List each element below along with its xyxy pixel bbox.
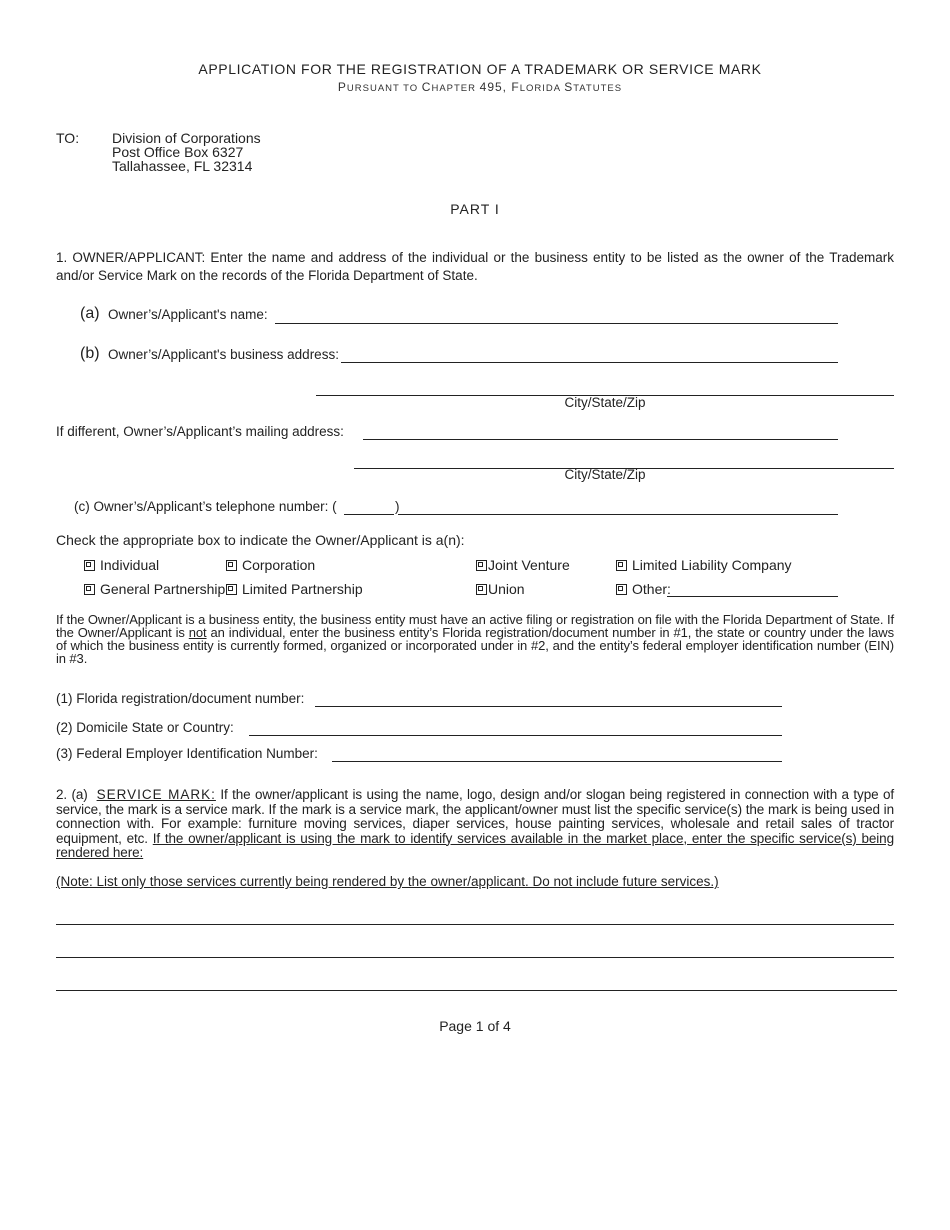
mailing-address-label: If different, Owner’s/Applicant’s mailing address: <box>56 424 344 439</box>
checkbox-box-icon[interactable] <box>226 584 237 595</box>
owner-name-label: Owner’s/Applicant's name: <box>108 307 268 322</box>
checkbox-box-icon[interactable] <box>616 560 627 571</box>
field-b-marker: (b) <box>80 345 100 362</box>
services-line-3[interactable] <box>56 990 897 991</box>
checkbox-joint-venture-label: Joint Venture <box>488 557 570 573</box>
mailing-address-field[interactable] <box>363 439 838 440</box>
checkbox-limited-partnership-label: Limited Partnership <box>242 581 363 597</box>
business-entity-instructions: If the Owner/Applicant is a business entity, the business entity must have an active filing or registration on file with the Florida Department of State. If the Owner/Applicant is not an individual, enter the business entity’s Florida registration/document number in #1, the state or country under the laws of which the business entity is currently formed, organized or incorporated under in #2, and the entity’s federal employer identification number (EIN) in #3. <box>56 612 894 666</box>
to-address-line1: Division of Corporations <box>112 130 261 146</box>
service-mark-underlined-instruction: If the owner/applicant is using the mark to identify services available in the market place, enter the specific service(s) being rendered here: <box>56 830 894 860</box>
checkbox-corporation[interactable] <box>226 557 315 573</box>
telephone-label: (c) Owner’s/Applicant’s telephone number: ( <box>74 499 337 514</box>
checkbox-limited-partnership[interactable] <box>226 581 363 597</box>
business-address-label: Owner’s/Applicant's business address: <box>108 347 339 362</box>
domicile-state-label: (2) Domicile State or Country: <box>56 720 234 735</box>
owner-name-field[interactable] <box>275 323 838 324</box>
city-state-zip-label-1: City/State/Zip <box>564 395 646 410</box>
form-subtitle: PURSUANT TO CHAPTER 495, FLORIDA STATUTES <box>337 80 623 94</box>
services-line-2[interactable] <box>56 957 894 958</box>
business-address-field[interactable] <box>341 362 838 363</box>
checkbox-corporation-label: Corporation <box>242 557 316 573</box>
telephone-paren-close: ) <box>395 499 400 514</box>
checkbox-other[interactable] <box>616 581 671 597</box>
service-mark-heading: SERVICE MARK: <box>96 787 216 802</box>
telephone-number-field[interactable] <box>398 514 838 515</box>
florida-registration-field[interactable] <box>315 706 782 707</box>
section1-intro: 1. OWNER/APPLICANT: Enter the name and address of the individual or the business entity to be listed as the owner of the Trademark and/or Service Mark on the records of the Florida Department of State. <box>56 250 894 283</box>
checkbox-box-icon[interactable] <box>226 560 237 571</box>
field-a-marker: (a) <box>80 305 100 322</box>
page-number: Page 1 of 4 <box>439 1018 511 1034</box>
city-state-zip-label-2: City/State/Zip <box>564 467 646 482</box>
services-line-1[interactable] <box>56 924 894 925</box>
checkbox-general-partnership-label: General Partnership <box>100 581 226 597</box>
area-code-field[interactable] <box>344 514 394 515</box>
checkbox-individual[interactable] <box>84 557 159 573</box>
checkbox-union[interactable] <box>476 581 525 597</box>
to-address-line2: Post Office Box 6327 <box>112 144 244 160</box>
to-label: TO: <box>56 130 80 146</box>
florida-registration-label: (1) Florida registration/document number: <box>56 691 305 706</box>
checkbox-llc[interactable] <box>616 557 792 573</box>
checkbox-box-icon[interactable] <box>616 584 627 595</box>
checkbox-joint-venture[interactable] <box>476 557 570 573</box>
domicile-state-field[interactable] <box>249 735 782 736</box>
service-mark-instructions: 2. (a) SERVICE MARK: If the owner/applicant is using the name, logo, design and/or slogan being registered in connection with a type of service, the mark is a service mark. If the mark is a service mark, the applicant/owner must list the specific service(s) the mark is being used in connection with. For example: furniture moving services, diaper services, house painting services, wholesale and retail sales of tractor equipment, etc. If the owner/applicant is using the mark to identify services available in the market place, enter the specific service(s) being rendered here: <box>56 787 895 860</box>
checkbox-box-icon[interactable] <box>476 560 487 571</box>
fein-field[interactable] <box>332 761 782 762</box>
checkbox-union-label: Union <box>488 581 525 597</box>
service-mark-note: (Note: List only those services currently being rendered by the owner/applicant. Do not include future services.) <box>56 874 719 889</box>
entity-type-instruction: Check the appropriate box to indicate the Owner/Applicant is a(n): <box>56 532 465 548</box>
form-title: APPLICATION FOR THE REGISTRATION OF A TRADEMARK OR SERVICE MARK <box>198 61 762 77</box>
checkbox-llc-label: Limited Liability Company <box>632 557 792 573</box>
checkbox-individual-label: Individual <box>100 557 160 573</box>
checkbox-box-icon[interactable] <box>84 584 95 595</box>
checkbox-box-icon[interactable] <box>84 560 95 571</box>
part-title: PART I <box>450 201 500 217</box>
fein-label: (3) Federal Employer Identification Number: <box>56 746 318 761</box>
checkbox-box-icon[interactable] <box>476 584 487 595</box>
checkbox-other-label: Other: <box>632 581 671 597</box>
checkbox-general-partnership[interactable] <box>84 581 225 597</box>
emphasis-not: not <box>188 625 207 640</box>
other-entity-type-field[interactable] <box>667 596 838 597</box>
to-address-line3: Tallahassee, FL 32314 <box>112 158 253 174</box>
